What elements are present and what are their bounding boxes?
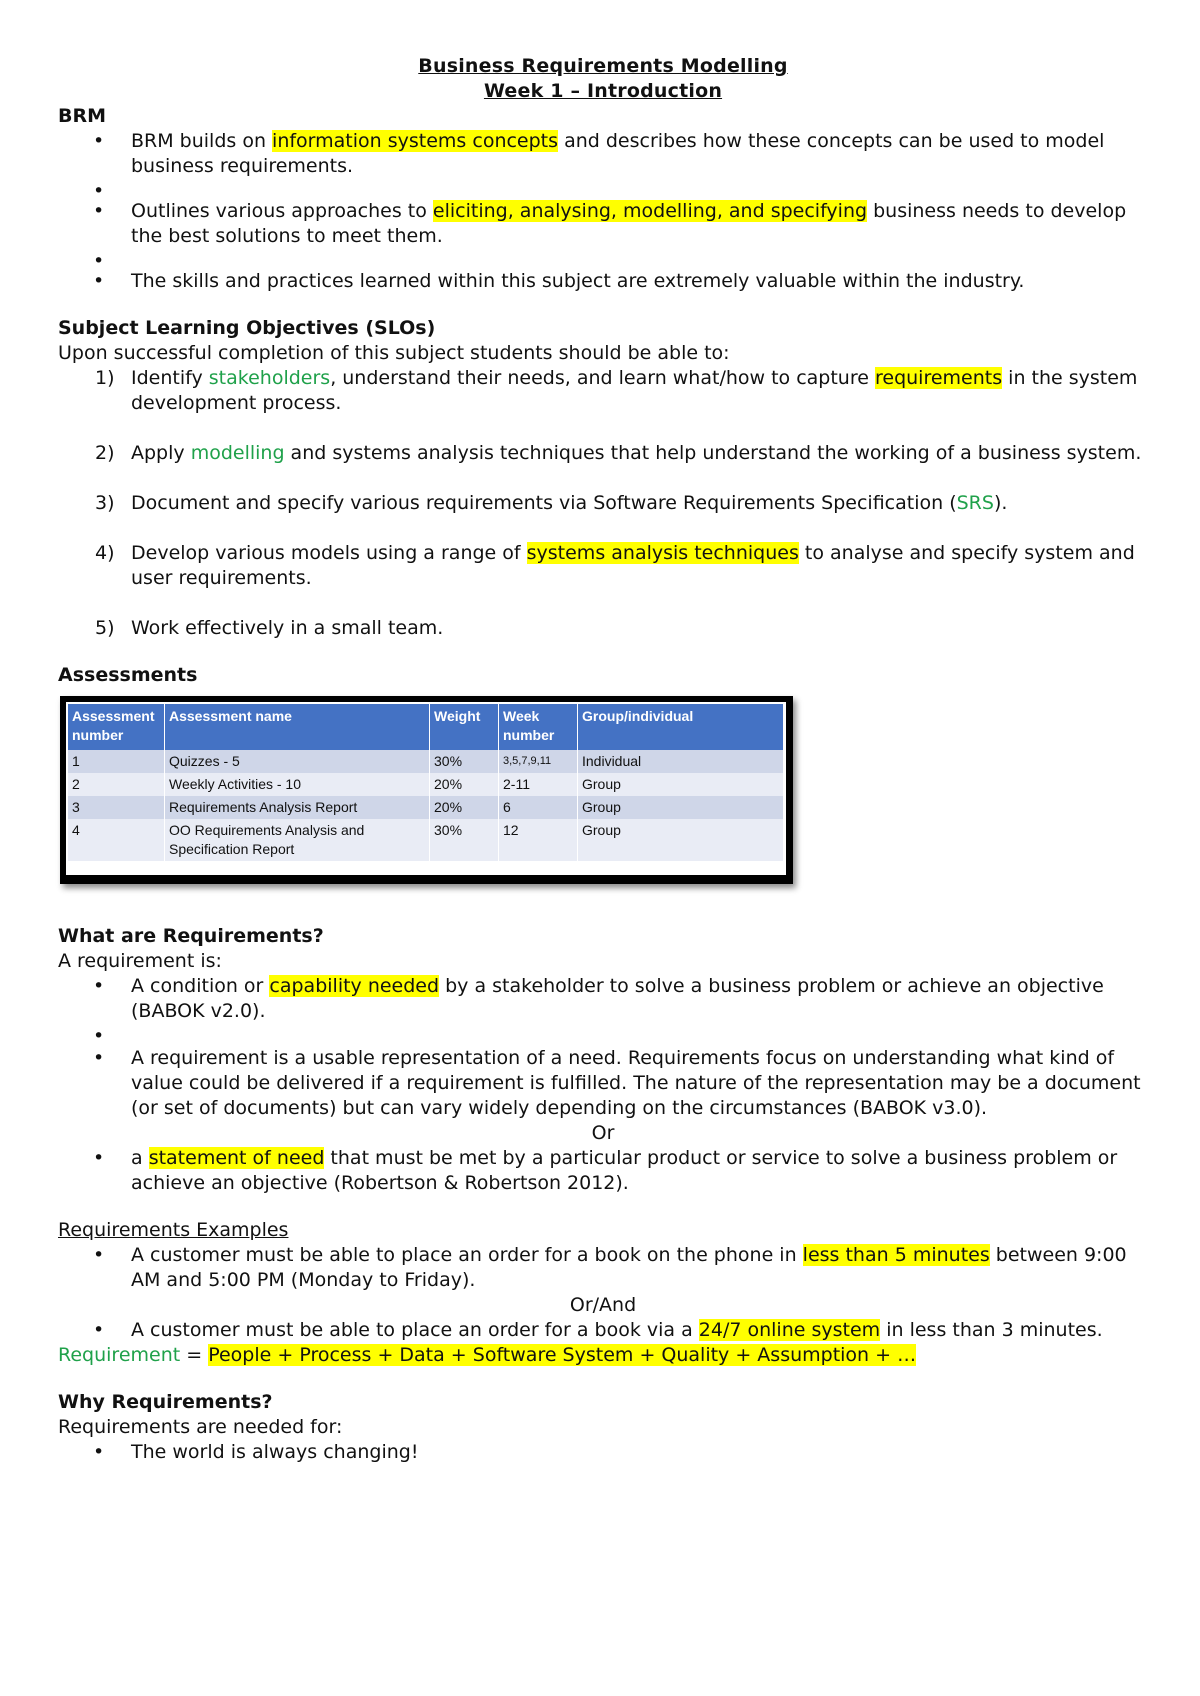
table-cell: Requirements Analysis Report — [165, 796, 430, 819]
spacer — [58, 466, 1148, 491]
slo-item-2: 2) Apply modelling and systems analysis techniques that help understand the working of a business system. — [95, 442, 1142, 464]
table-cell: 30% — [430, 750, 499, 773]
table-cell: Weekly Activities - 10 — [165, 773, 430, 796]
examples-list — [58, 1243, 1148, 1293]
what-intro: A requirement is: — [58, 950, 222, 972]
document-subtitle: Week 1 – Introduction — [483, 80, 723, 102]
table-row — [68, 773, 784, 796]
slo-item-5: 5) Work effectively in a small team. — [95, 617, 444, 639]
table-cell: 20% — [430, 773, 499, 796]
requirement-formula: Requirement = People + Process + Data + Software System + Quality + Assumption + … — [58, 1344, 917, 1366]
highlight: eliciting, analysing, modelling, and specifying — [432, 200, 868, 222]
assessments-table-frame — [60, 696, 793, 884]
what-bullet-1: • A condition or capability needed by a stakeholder to solve a business problem or achieve an objective (BABOK v2.0). — [58, 974, 1148, 1024]
why-intro: Requirements are needed for: — [58, 1416, 343, 1438]
table-cell: Group — [578, 819, 784, 861]
table-cell: 1 — [68, 750, 165, 773]
column-header: Group/individual — [578, 704, 784, 750]
spacer — [58, 591, 1148, 616]
table-cell: 20% — [430, 796, 499, 819]
assessments-heading: Assessments — [58, 664, 198, 686]
or-and-separator: Or/And — [569, 1294, 637, 1316]
why-bullet-1: • The world is always changing! — [58, 1440, 1148, 1465]
brm-bullet-2: • Outlines various approaches to eliciting, analysing, modelling, and specifying business needs to develop the best solutions to meet them. — [58, 199, 1148, 249]
table-cell: 2 — [68, 773, 165, 796]
column-header: Assessment number — [68, 704, 165, 750]
table-row — [68, 750, 784, 773]
table-row — [68, 819, 784, 861]
table-cell: Group — [578, 796, 784, 819]
table-cell: Quizzes - 5 — [165, 750, 430, 773]
assessments-table — [68, 704, 784, 861]
slo-item-1: 1) Identify stakeholders, understand their needs, and learn what/how to capture requirements in the system development process. — [95, 367, 1138, 414]
slo-list — [58, 366, 1148, 641]
slo-item-4: 4) Develop various models using a range of systems analysis techniques to analyse and specify system and user requirements. — [95, 542, 1135, 589]
table-row — [68, 796, 784, 819]
document-title: Business Requirements Modelling — [418, 55, 788, 77]
slo-item-3: 3) Document and specify various requirements via Software Requirements Specification (SRS). — [95, 492, 1008, 514]
what-bullet-3: • a statement of need that must be met by a particular product or service to solve a business problem or achieve an objective (Robertson & Robertson 2012). — [58, 1146, 1148, 1196]
highlight: information systems concepts — [272, 130, 559, 152]
why-list — [58, 1440, 1148, 1465]
why-heading: Why Requirements? — [58, 1391, 273, 1413]
example-bullet-1: • A customer must be able to place an order for a book on the phone in less than 5 minutes between 9:00 AM and 5:00 PM (Monday to Friday). — [58, 1243, 1148, 1293]
brm-bullet-1: • BRM builds on information systems concepts and describes how these concepts can be used to model business requirements. — [58, 129, 1148, 179]
table-cell: Individual — [578, 750, 784, 773]
spacer — [58, 179, 1148, 199]
what-heading: What are Requirements? — [58, 925, 324, 947]
table-header-row — [68, 704, 784, 750]
table-cell: 3 — [68, 796, 165, 819]
brm-heading: BRM — [58, 105, 107, 127]
spacer — [58, 249, 1148, 269]
table-cell: 4 — [68, 819, 165, 861]
example-bullet-2: • A customer must be able to place an order for a book via a 24/7 online system in less than 3 minutes. — [58, 1318, 1148, 1343]
table-cell: 12 — [499, 819, 578, 861]
column-header: Weight — [430, 704, 499, 750]
what-list — [58, 974, 1148, 1121]
brm-list — [58, 129, 1148, 294]
spacer — [58, 516, 1148, 541]
spacer — [58, 416, 1148, 441]
table-cell: 3,5,7,9,11 — [499, 750, 578, 773]
slo-intro: Upon successful completion of this subject students should be able to: — [58, 342, 730, 364]
table-cell: OO Requirements Analysis and Specification Report — [165, 819, 430, 861]
examples-list-2 — [58, 1318, 1148, 1343]
or-separator: Or — [591, 1122, 615, 1144]
column-header: Week number — [499, 704, 578, 750]
slo-heading: Subject Learning Objectives (SLOs) — [58, 317, 436, 339]
spacer — [58, 1024, 1148, 1046]
what-bullet-2: • A requirement is a usable representation of a need. Requirements focus on understanding what kind of value could be delivered if a requirement is fulfilled. The nature of the representation may be a document (or set of documents) but can vary widely depending on the circumstances (BABOK v3.0). — [58, 1046, 1148, 1121]
table-cell: 6 — [499, 796, 578, 819]
table-cell: 2-11 — [499, 773, 578, 796]
column-header: Assessment name — [165, 704, 430, 750]
table-cell: Group — [578, 773, 784, 796]
examples-heading: Requirements Examples — [58, 1219, 289, 1241]
document-page — [58, 54, 1148, 1465]
what-list-2 — [58, 1146, 1148, 1196]
brm-bullet-3: • The skills and practices learned within this subject are extremely valuable within the industry. — [58, 269, 1148, 294]
table-cell: 30% — [430, 819, 499, 861]
